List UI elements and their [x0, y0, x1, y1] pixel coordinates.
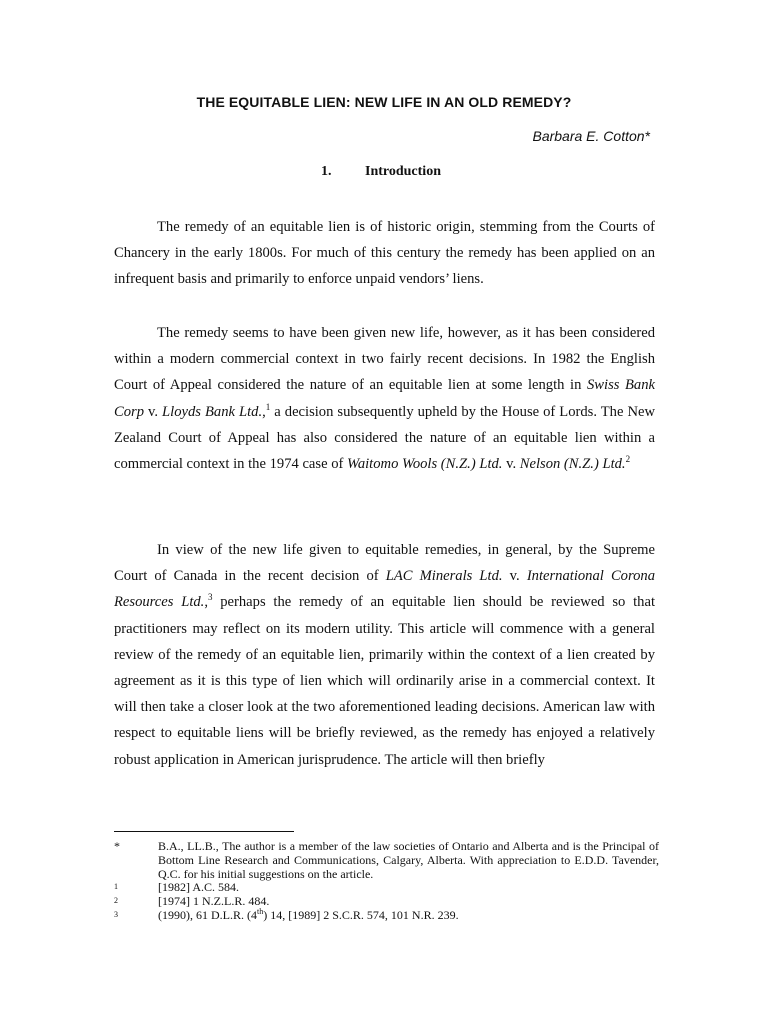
footnote-text: [1974] 1 N.Z.L.R. 484.: [158, 894, 270, 909]
footnote-superscript: th: [257, 906, 264, 916]
paragraph-3-text: perhaps the remedy of an equitable lien should be reviewed so that practitioners may reflect on its modern utility. This article will commence with a general review of the remedy of an equitable lien, primarily within the context of a lien created by agreement as it is this type of lien which will ordinarily arise in a commercial context. It will then take a closer look at the two aforementioned leading decisions. American law with respect to equitable liens will be briefly reviewed, as the remedy has enjoyed a relatively robust application in American jurisprudence. The article will then briefly: [114, 594, 656, 768]
footnote-ref-2: 2: [625, 454, 631, 465]
footnote-text: [1982] A.C. 584.: [158, 880, 239, 895]
case-citation: Waitomo Wools (N.Z.) Ltd.: [347, 456, 503, 473]
case-citation: Swiss Bank Corp: [114, 377, 656, 420]
paragraph-2-text: ,: [262, 403, 266, 420]
case-citation: International Corona Resources Ltd.: [114, 568, 656, 611]
paragraph-1-text: The remedy of an equitable lien is of historic origin, stemming from the Courts of Chancery in the early 1800s. For much of this century the remedy has been applied on an infrequent basis and primarily to enforce unpaid vendors’ liens.: [114, 219, 655, 288]
footnote-text-part: (1990), 61 D.L.R. (4: [158, 907, 257, 922]
footnote-mark: 1: [114, 882, 118, 892]
case-citation: Lloyds Bank Ltd.: [162, 403, 263, 420]
case-citation: LAC Minerals Ltd.: [385, 568, 503, 585]
footnote-1: [114, 881, 659, 895]
case-citation: Nelson (N.Z.) Ltd.: [519, 456, 626, 473]
document-title: THE EQUITABLE LIEN: NEW LIFE IN AN OLD REMEDY?: [196, 94, 572, 110]
footnote-ref-1: 1: [265, 401, 271, 412]
paragraph-2-text: The remedy seems to have been given new life, however, as it has been considered within a modern commercial context in two fairly recent decisions. In 1982 the English Court of Appeal considered the nature of an equitable lien at some length in: [114, 325, 655, 394]
paragraph-2: [114, 320, 655, 477]
footnote-mark: *: [114, 839, 120, 853]
versus-text: v.: [502, 456, 520, 473]
section-heading: [321, 164, 441, 180]
footnote-ref-3: 3: [207, 592, 213, 603]
versus-text: v.: [144, 403, 163, 420]
paragraph-2-text: a decision subsequently upheld by the House of Lords. The New Zealand Court of Appeal has also considered the nature of an equitable lien within a commercial context in the 1974 case of: [114, 403, 656, 473]
section-title: Introduction: [365, 164, 441, 179]
paragraph-1: [114, 214, 655, 293]
author-name: Barbara E. Cotton*: [532, 128, 650, 144]
paragraph-3-text: In view of the new life given to equitable remedies, in general, by the Supreme Court of Canada in the recent decision of: [114, 542, 655, 585]
footnote-text: [158, 906, 659, 923]
versus-text: v.: [502, 568, 527, 585]
footnote-mark: 3: [114, 909, 118, 919]
footnote-2: [114, 895, 659, 909]
footnote-mark: 2: [114, 896, 118, 906]
footnote-text-part: ) 14, [1989] 2 S.C.R. 574, 101 N.R. 239.: [263, 907, 459, 922]
section-number: 1.: [321, 164, 332, 179]
paragraph-3-text: ,: [204, 594, 208, 611]
footnote-text: B.A., LL.B., The author is a member of the law societies of Ontario and Alberta and is the Principal of Bottom Line Research and Communications, Calgary, Alberta. With appreciation to E.D.D. Tavender, Q.C. for his initial suggestions on the article.: [158, 839, 659, 881]
paragraph-3: [114, 537, 655, 773]
footnotes: [114, 840, 659, 923]
footnote-divider: [114, 831, 294, 832]
footnote-author: [114, 840, 659, 881]
footnote-3: [114, 906, 659, 923]
